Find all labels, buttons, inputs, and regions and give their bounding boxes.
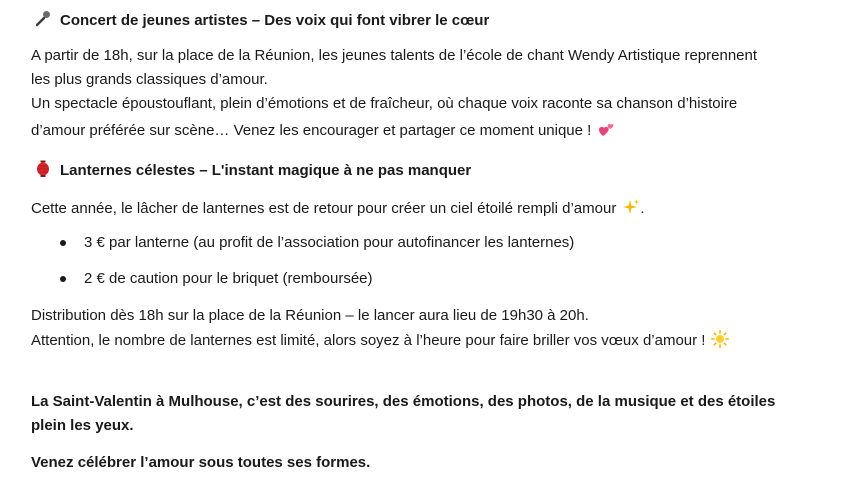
concert-line-2: les plus grands classiques d’amour. — [31, 71, 268, 88]
lanterns-intro — [31, 198, 645, 219]
concert-line-3: Un spectacle époustouflant, plein d’émotions et de fraîcheur, où chaque voix raconte sa chanson d’histoire — [31, 95, 738, 112]
bullet-dot — [60, 276, 66, 282]
microphone-icon — [34, 10, 52, 28]
lanterns-heading — [34, 160, 471, 181]
attention-text: Attention, le nombre de lanternes est limité, alors soyez à l’heure pour faire briller vos vœux d’amour ! — [31, 332, 706, 349]
red-lantern-icon — [34, 160, 52, 178]
bullet-item: 2 € de caution pour le briquet (remboursée) — [84, 270, 373, 287]
bullet-dot — [60, 240, 66, 246]
concert-line-4-text: d’amour préférée sur scène… Venez les encourager et partager ce moment unique ! — [31, 122, 592, 139]
bullet-item: 3 € par lanterne (au profit de l’association pour autofinancer les lanternes) — [84, 234, 575, 251]
lanterns-intro-text: Cette année, le lâcher de lanternes est de retour pour créer un ciel étoilé rempli d’amour — [31, 200, 617, 217]
concert-line-1: A partir de 18h, sur la place de la Réunion, les jeunes talents de l’école de chant Wendy Artistique reprennent — [31, 47, 758, 64]
concert-line-4 — [31, 120, 615, 141]
closing-line-2: plein les yeux. — [31, 417, 134, 434]
sparkles-icon — [622, 198, 640, 216]
closing-line-1: La Saint-Valentin à Mulhouse, c’est des sourires, des émotions, des photos, de la musique et des étoiles — [31, 393, 776, 410]
concert-title: Concert de jeunes artistes – Des voix qui font vibrer le cœur — [60, 12, 490, 29]
closing-line-3: Venez célébrer l’amour sous toutes ses formes. — [31, 454, 371, 471]
lanterns-intro-end: . — [640, 200, 645, 217]
attention-line — [31, 330, 729, 351]
two-hearts-icon — [597, 120, 615, 138]
sun-icon — [711, 330, 729, 348]
lanterns-title: Lanternes célestes – L'instant magique à ne pas manquer — [60, 162, 472, 179]
distribution-text: Distribution dès 18h sur la place de la Réunion – le lancer aura lieu de 19h30 à 20h. — [31, 307, 589, 324]
concert-heading — [34, 10, 489, 31]
